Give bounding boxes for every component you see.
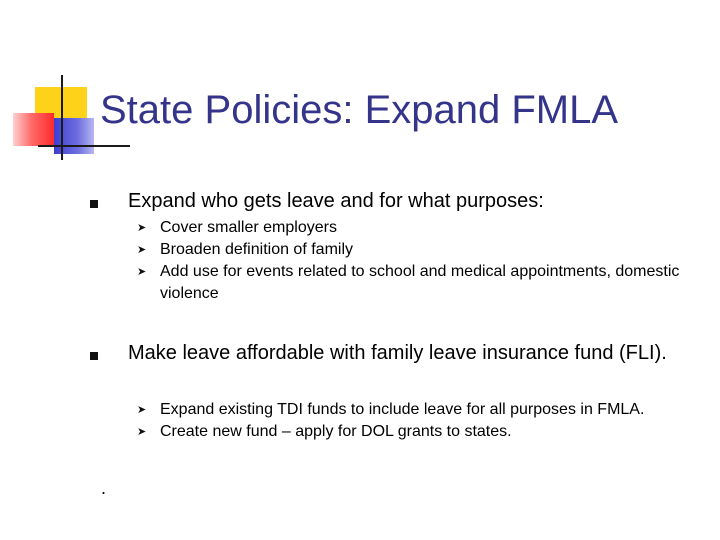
arrowhead-bullet-icon: ➤	[137, 426, 147, 438]
bullet-text-2: Make leave affordable with family leave insurance fund (FLI).	[128, 342, 667, 364]
trailing-text: .	[101, 478, 107, 498]
sub-bullet-2-1: Expand existing TDI funds to include leave for all purposes in FMLA.	[160, 401, 645, 418]
arrowhead-bullet-icon: ➤	[137, 244, 147, 256]
sub-bullet-2-2: Create new fund – apply for DOL grants to states.	[160, 423, 512, 440]
logo-horizontal-line	[38, 145, 130, 147]
sub-bullet-1-3: Add use for events related to school and medical appointments, domestic violence	[160, 263, 680, 302]
slide-title: State Policies: Expand FMLA	[100, 88, 619, 132]
square-bullet-icon	[90, 352, 98, 360]
arrowhead-bullet-icon: ➤	[137, 404, 147, 416]
logo-red-square	[13, 113, 54, 146]
logo-vertical-line	[61, 75, 63, 160]
square-bullet-icon	[90, 200, 98, 208]
slide-logo	[0, 0, 110, 170]
bullet-text-1: Expand who gets leave and for what purposes:	[128, 190, 544, 212]
logo-blue-square	[54, 118, 94, 154]
arrowhead-bullet-icon: ➤	[137, 266, 147, 278]
arrowhead-bullet-icon: ➤	[137, 222, 147, 234]
sub-bullet-1-1: Cover smaller employers	[160, 219, 337, 236]
sub-bullet-1-2: Broaden definition of family	[160, 241, 353, 258]
